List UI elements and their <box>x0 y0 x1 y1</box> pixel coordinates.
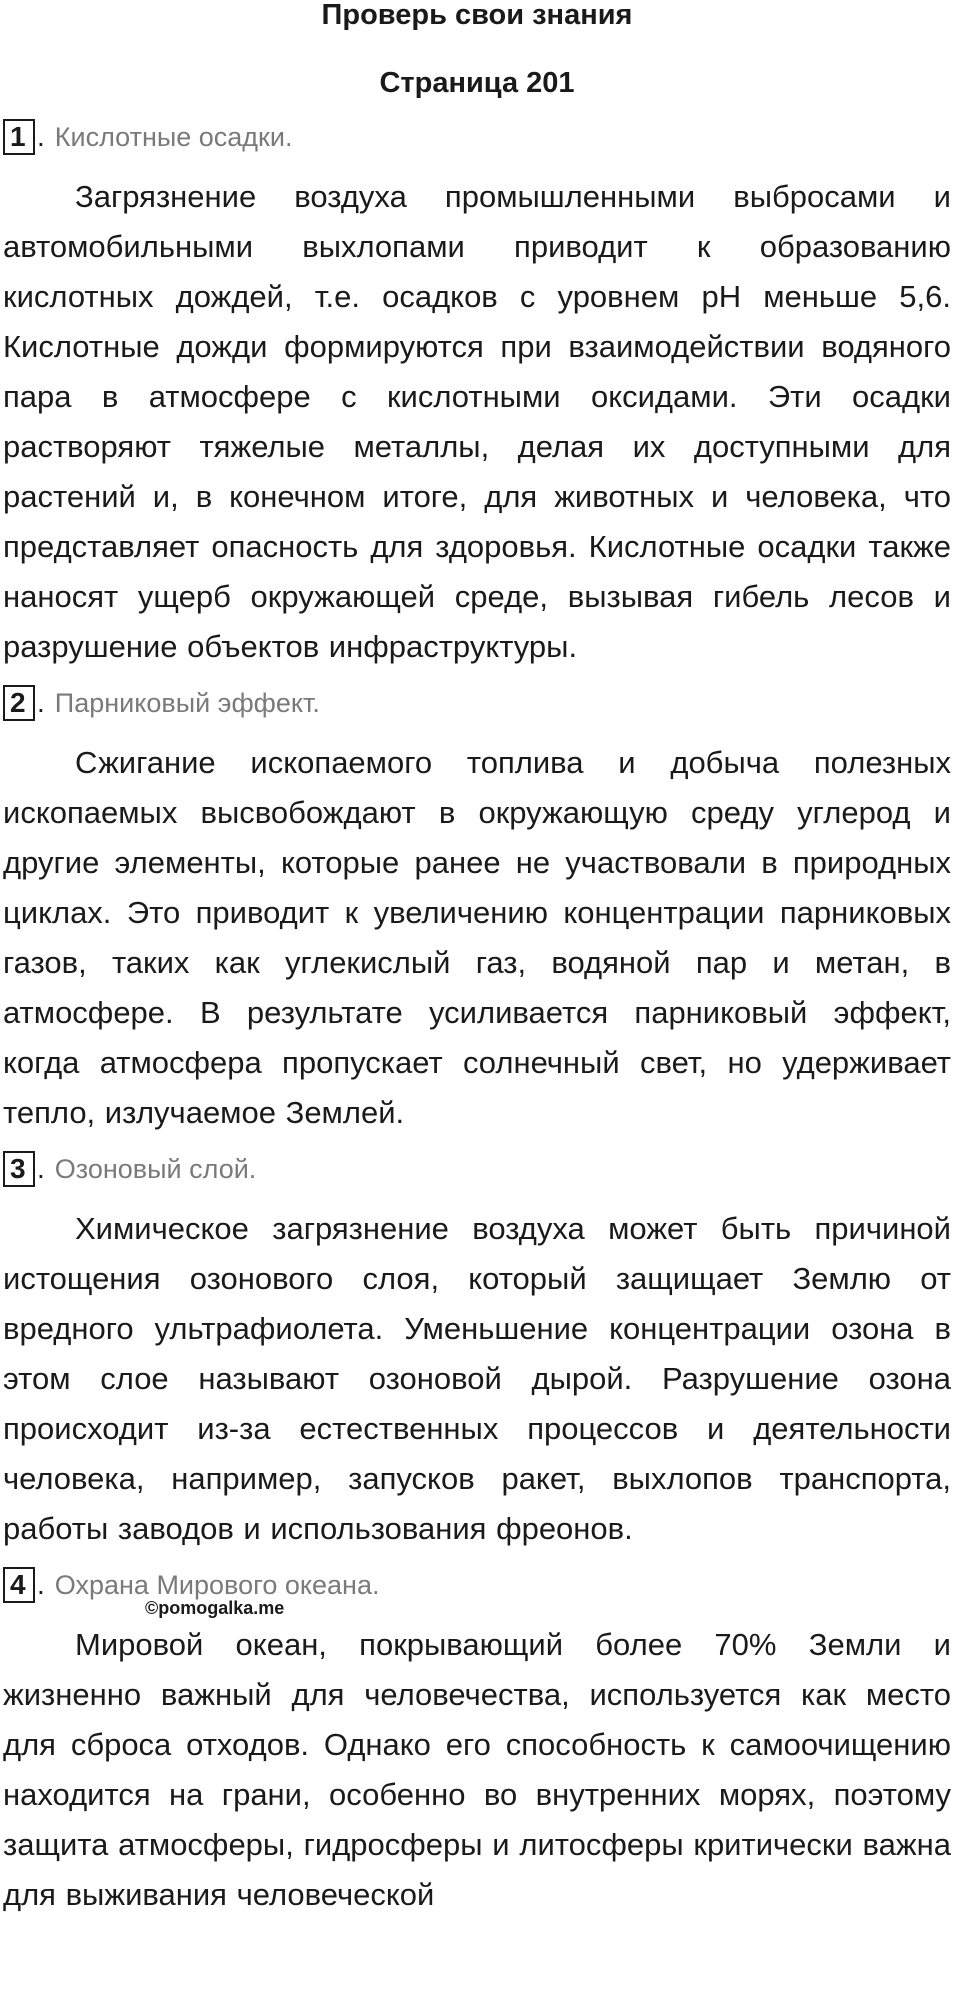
section-2 <box>3 682 951 1138</box>
section-paragraph: Сжигание ископаемого топлива и добыча полезных ископаемых высвобождают в окружающую среду углерод и другие элементы, которые ранее не участвовали в природных циклах. Это приводит к увеличению концентрации парниковых газов, таких как углекислый газ, водяной пар и метан, в атмосфере. В результате усиливается парниковый эффект, когда атмосфера пропускает солнечный свет, но удерживает тепло, излучаемое Землей. <box>3 745 951 1130</box>
section-number: 4 <box>10 1569 26 1600</box>
section-4 <box>3 1564 951 1920</box>
section-title: Охрана Мирового океана. <box>54 1569 380 1600</box>
section-number-dot: . <box>37 1153 45 1184</box>
section-number: 3 <box>10 1153 26 1184</box>
section-number-dot: . <box>37 121 45 152</box>
section-number-box <box>3 1151 35 1187</box>
section-number-box <box>3 119 35 155</box>
section-paragraph: Химическое загрязнение воздуха может быть причиной истощения озонового слоя, который защищает Землю от вредного ультрафиолета. Уменьшение концентрации озона в этом слое называют озоновой дырой. Разрушение озона происходит из-за естественных процессов и деятельности человека, например, запусков ракет, выхлопов транспорта, работы заводов и использования фреонов. <box>3 1211 951 1546</box>
section-paragraph: Мировой океан, покрывающий более 70% Земли и жизненно важный для человечества, используется как место для сброса отходов. Однако его способность к самоочищению находится на грани, особенно во внутренних морях, поэтому защита атмосферы, гидросферы и литосферы критически важна для выживания человеческой <box>3 1627 951 1912</box>
section-number-dot: . <box>37 1569 45 1600</box>
section-number: 2 <box>10 687 26 718</box>
section-title: Парниковый эффект. <box>54 687 320 718</box>
watermark: ©pomogalka.me <box>145 1598 285 1618</box>
section-paragraph: Загрязнение воздуха промышленными выбросами и автомобильными выхлопами приводит к образованию кислотных дождей, т.е. осадков с уровнем pH меньше 5,6. Кислотные дожди формируются при взаимодействии водяного пара в атмосфере с кислотными оксидами. Эти осадки растворяют тяжелые металлы, делая их доступными для растений и, в конечном итоге, для животных и человека, что представляет опасность для здоровья. Кислотные осадки также наносят ущерб окружающей среде, вызывая гибель лесов и разрушение объектов инфраструктуры. <box>3 179 951 664</box>
section-number-box <box>3 1567 35 1603</box>
section-1 <box>3 116 951 672</box>
section-number-box <box>3 685 35 721</box>
section-title: Озоновый слой. <box>54 1153 257 1184</box>
section-header <box>3 1148 951 1190</box>
section-header <box>3 116 951 158</box>
section-number-dot: . <box>37 687 45 718</box>
section-number: 1 <box>10 121 26 152</box>
section-title: Кислотные осадки. <box>54 121 293 152</box>
page-title: Проверь свои знания <box>321 0 633 31</box>
section-3 <box>3 1148 951 1554</box>
section-header <box>3 682 951 724</box>
page-subtitle: Страница 201 <box>379 67 575 99</box>
